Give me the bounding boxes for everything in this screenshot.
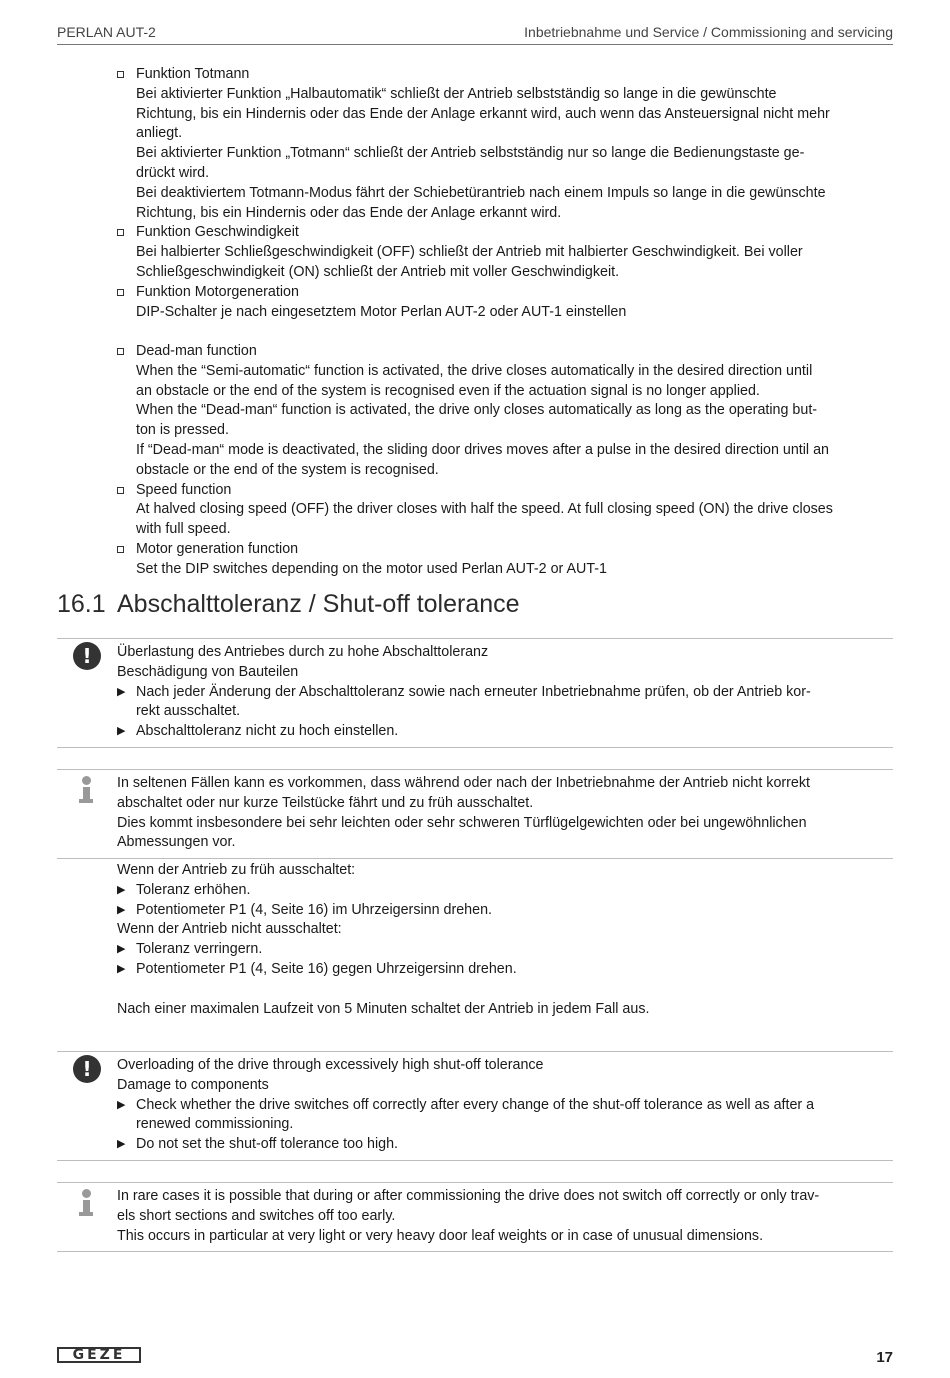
list-item-text: ton is pressed. — [136, 422, 229, 439]
list-item-text: DIP-Schalter je nach eingesetztem Motor Perlan AUT-2 oder AUT-1 einstellen — [136, 303, 627, 320]
info-text: els short sections and switches off too early. — [117, 1207, 396, 1224]
info-text: Abmessungen vor. — [117, 834, 236, 851]
step-text: Toleranz verringern. — [136, 941, 263, 958]
exclamation-circle-icon: ! — [73, 1055, 101, 1083]
step-item — [117, 901, 895, 921]
warning-hazard: Overloading of the drive through excessively high shut-off tolerance — [117, 1057, 544, 1073]
list-item-text: an obstacle or the end of the system is recognised even if the actuation signal is no longer applied. — [136, 382, 760, 399]
divider — [57, 1251, 893, 1252]
divider — [57, 1160, 893, 1161]
step-text: renewed commissioning. — [136, 1116, 294, 1133]
info-text: abschaltet oder nur kurze Teilstücke fährt und zu früh ausschaltet. — [117, 794, 534, 811]
square-bullet-icon — [117, 487, 124, 494]
header-divider — [57, 44, 893, 45]
step-item — [117, 940, 895, 960]
condition-text: Wenn der Antrieb nicht ausschaltet: — [117, 921, 342, 938]
list-item-text: When the “Dead-man“ function is activated, the drive only closes automatically as long as the operating but- — [136, 402, 818, 419]
step-item — [117, 683, 895, 723]
warning-box-en — [117, 1056, 895, 1155]
info-text: Dies kommt insbesondere bei sehr leichten oder sehr schweren Türflügelgewichten oder bei ungewöhnlichen — [117, 814, 807, 831]
list-item-title: Funktion Totmann — [136, 66, 250, 82]
info-text: In rare cases it is possible that during or after commissioning the drive does not switch off correctly or only trav- — [117, 1188, 820, 1204]
info-box-en — [117, 1187, 895, 1246]
triangle-arrow-icon: ▶ — [117, 725, 126, 738]
step-item — [117, 960, 895, 980]
square-bullet-icon — [117, 229, 124, 236]
list-item-text: obstacle or the end of the system is recognised. — [136, 461, 439, 478]
en-function-list — [117, 342, 895, 580]
triangle-arrow-icon: ▶ — [117, 685, 126, 698]
list-item — [117, 65, 895, 223]
warning-box-de — [117, 643, 895, 742]
list-item-title: Dead-man function — [136, 343, 257, 359]
list-item-text: Bei aktivierter Funktion „Halbautomatik“ schließt der Antrieb selbstständig so lange in die gewünschte — [136, 85, 777, 102]
info-text: This occurs in particular at very light or very heavy door leaf weights or in case of unusual dimensions. — [117, 1227, 764, 1244]
triangle-arrow-icon: ▶ — [117, 962, 126, 975]
exclamation-circle-icon: ! — [73, 642, 101, 670]
list-item — [117, 481, 895, 540]
divider — [57, 769, 893, 770]
triangle-arrow-icon: ▶ — [117, 903, 126, 916]
procedure-de — [117, 861, 895, 1019]
step-text: Abschalttoleranz nicht zu hoch einstellen. — [136, 723, 399, 740]
section-title: Abschalttoleranz / Shut-off tolerance — [117, 590, 520, 618]
info-text: In seltenen Fällen kann es vorkommen, dass während oder nach der Inbetriebnahme der Antrieb nicht korrekt — [117, 775, 810, 791]
list-item-text: Bei aktivierter Funktion „Totmann“ schließt der Antrieb selbstständig nur so lange die Bedienungstaste ge- — [136, 145, 805, 162]
list-item-text: When the “Semi-automatic“ function is activated, the drive closes automatically in the desired direction until — [136, 362, 813, 379]
step-text: Potentiometer P1 (4, Seite 16) gegen Uhrzeigersinn drehen. — [136, 960, 517, 977]
section-heading — [57, 590, 520, 619]
list-item — [117, 342, 895, 481]
step-item — [117, 881, 895, 901]
divider — [57, 638, 893, 639]
square-bullet-icon — [117, 348, 124, 355]
section-number: 16.1 — [57, 590, 106, 618]
note-text: Nach einer maximalen Laufzeit von 5 Minuten schaltet der Antrieb in jedem Fall aus. — [117, 1000, 650, 1017]
list-item-text: At halved closing speed (OFF) the driver closes with half the speed. At full closing speed (ON) the drive closes — [136, 501, 833, 518]
list-item-title: Speed function — [136, 481, 232, 498]
list-item-title: Funktion Geschwindigkeit — [136, 224, 299, 241]
square-bullet-icon — [117, 546, 124, 553]
divider — [57, 1051, 893, 1052]
step-text: Do not set the shut-off tolerance too high. — [136, 1136, 399, 1153]
header-chapter: Inbetriebnahme und Service / Commissioning and servicing — [524, 24, 893, 40]
list-item-title: Motor generation function — [136, 540, 299, 557]
triangle-arrow-icon: ▶ — [117, 943, 126, 956]
list-item — [117, 540, 895, 580]
list-item-title: Funktion Motorgeneration — [136, 283, 299, 300]
list-item-text: Set the DIP switches depending on the motor used Perlan AUT-2 or AUT-1 — [136, 560, 608, 577]
list-item-text: Richtung, bis ein Hindernis oder das Ende der Anlage erkannt wird. — [136, 204, 562, 221]
step-item — [117, 1135, 895, 1155]
page-number: 17 — [876, 1349, 893, 1366]
step-text: Check whether the drive switches off correctly after every change of the shut-off tolerance as well as after a — [136, 1096, 815, 1113]
condition-text: Wenn der Antrieb zu früh ausschaltet: — [117, 862, 356, 878]
list-item-text: Bei deaktiviertem Totmann-Modus fährt der Schiebetürantrieb nach einem Impuls so lange in die gewünschte — [136, 184, 826, 201]
geze-logo: GEZE — [57, 1347, 141, 1363]
list-item-text: with full speed. — [136, 521, 231, 538]
list-item-text: Schließgeschwindigkeit (ON) schließt der Antrieb mit voller Geschwindigkeit. — [136, 263, 620, 280]
list-item — [117, 283, 895, 323]
triangle-arrow-icon: ▶ — [117, 883, 126, 896]
de-function-list — [117, 65, 895, 322]
step-text: Potentiometer P1 (4, Seite 16) im Uhrzeigersinn drehen. — [136, 901, 493, 918]
step-text: Toleranz erhöhen. — [136, 881, 251, 898]
list-item-text: anliegt. — [136, 125, 183, 142]
list-item-text: Bei halbierter Schließgeschwindigkeit (OFF) schließt der Antrieb mit halbierter Geschwindigkeit. Bei voller — [136, 244, 803, 261]
warning-consequence: Beschädigung von Bauteilen — [117, 663, 299, 680]
header-product: PERLAN AUT-2 — [57, 24, 156, 40]
divider — [57, 747, 893, 748]
info-box-de — [117, 774, 895, 853]
step-text: rekt ausschaltet. — [136, 703, 241, 720]
square-bullet-icon — [117, 71, 124, 78]
triangle-arrow-icon: ▶ — [117, 1138, 126, 1151]
warning-hazard: Überlastung des Antriebes durch zu hohe Abschalttoleranz — [117, 644, 489, 660]
divider — [57, 858, 893, 859]
divider — [57, 1182, 893, 1183]
step-text: Nach jeder Änderung der Abschalttoleranz sowie nach erneuter Inbetriebnahme prüfen, ob der Antrieb kor- — [136, 683, 811, 700]
list-item-text: Richtung, bis ein Hindernis oder das Ende der Anlage erkannt wird, auch wenn das Ansteuersignal nicht mehr — [136, 105, 830, 122]
info-icon — [77, 1189, 93, 1217]
list-item-text: If “Dead-man“ mode is deactivated, the sliding door drives moves after a pulse in the desired direction until an — [136, 441, 829, 458]
info-icon — [77, 776, 93, 804]
list-item — [117, 223, 895, 282]
warning-consequence: Damage to components — [117, 1076, 269, 1093]
list-item-text: drückt wird. — [136, 164, 210, 181]
step-item — [117, 1096, 895, 1136]
step-item — [117, 722, 895, 742]
square-bullet-icon — [117, 289, 124, 296]
triangle-arrow-icon: ▶ — [117, 1098, 126, 1111]
